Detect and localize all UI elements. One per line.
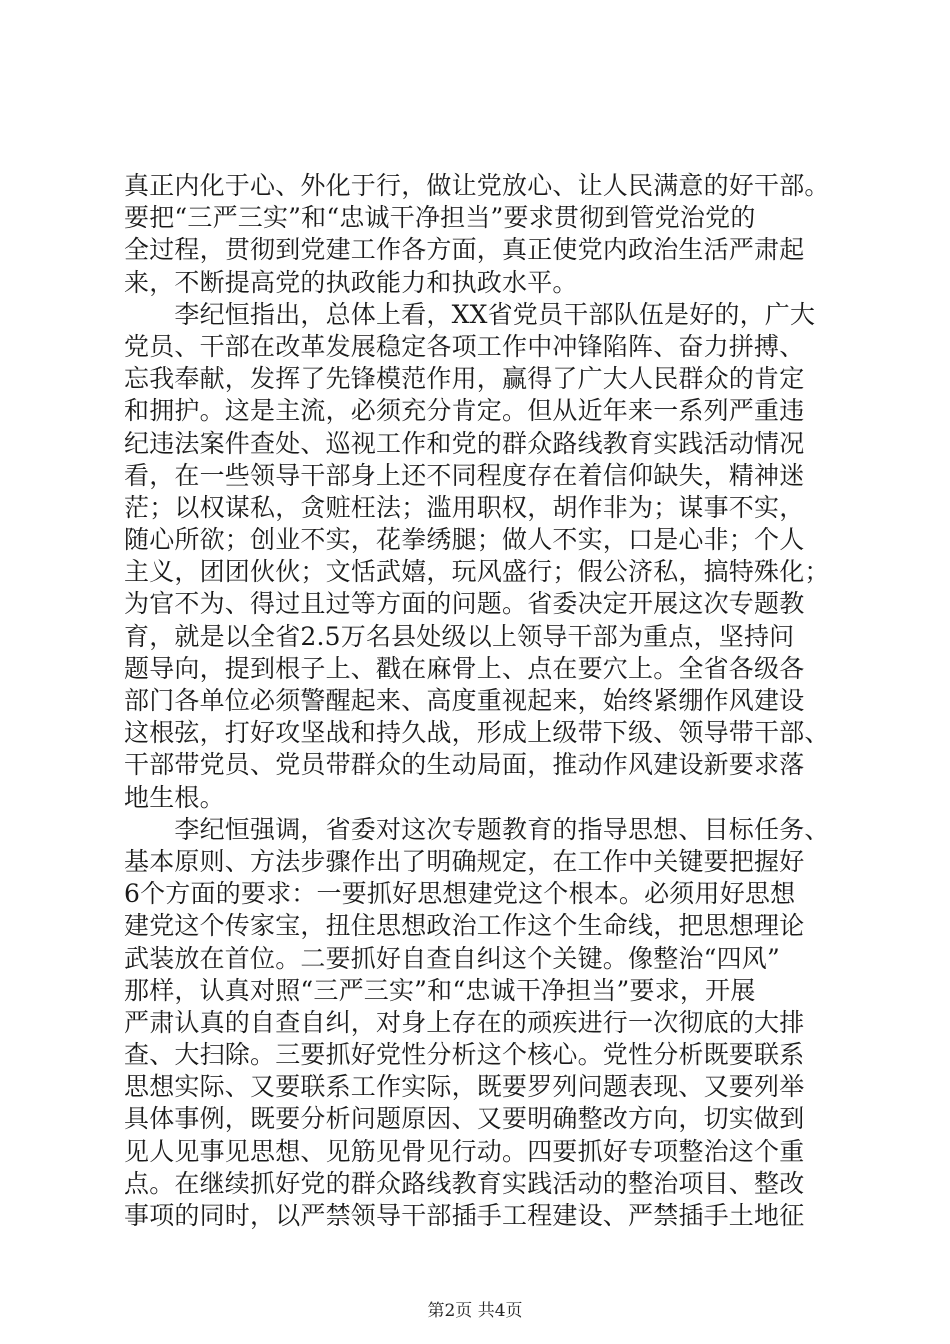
text-line: 为官不为、得过且过等方面的问题。省委决定开展这次专题教 [124, 589, 805, 619]
text-line: 题导向，提到根子上、戳在麻骨上、点在要穴上。全省各级各 [124, 653, 805, 683]
text-line: 干部带党员、党员带群众的生动局面，推动作风建设新要求落 [124, 750, 805, 780]
text-line: 6个方面的要求：一要抓好思想建党这个根本。必须用好思想 [124, 879, 796, 909]
text-line: 和拥护。这是主流，必须充分肯定。但从近年来一系列严重违 [124, 396, 805, 426]
text-line: 看，在一些领导干部身上还不同程度存在着信仰缺失，精神迷 [124, 460, 805, 490]
text-line: 见人见事见思想、见筋见骨见行动。四要抓好专项整治这个重 [124, 1136, 805, 1166]
document-body [124, 170, 844, 1232]
text-line: 这根弦，打好攻坚战和持久战，形成上级带下级、领导带干部、 [124, 718, 830, 748]
text-line: 思想实际、又要联系工作实际，既要罗列问题表现、又要列举 [124, 1072, 805, 1102]
text-line: 李纪恒指出，总体上看，XX省党员干部队伍是好的，广大 [124, 299, 816, 329]
text-line: 李纪恒强调，省委对这次专题教育的指导思想、目标任务、 [124, 814, 830, 844]
text-line: 要把“三严三实”和“忠诚干净担当”要求贯彻到管党治党的 [124, 203, 756, 233]
text-line: 随心所欲；创业不实，花拳绣腿；做人不实，口是心非；个人 [124, 525, 805, 555]
text-line: 严肃认真的自查自纠，对身上存在的顽疾进行一次彻底的大排 [124, 1007, 805, 1037]
text-line: 忘我奉献，发挥了先锋模范作用，赢得了广大人民群众的肯定 [124, 364, 805, 394]
text-line: 那样，认真对照“三严三实”和“忠诚干净担当”要求，开展 [124, 975, 756, 1005]
text-line: 武装放在首位。二要抓好自查自纠这个关键。像整治“四风” [124, 943, 780, 973]
text-line: 纪违法案件查处、巡视工作和党的群众路线教育实践活动情况 [124, 428, 805, 458]
text-line: 部门各单位必须警醒起来、高度重视起来，始终紧绷作风建设 [124, 686, 805, 715]
text-line: 具体事例，既要分析问题原因、又要明确整改方向，切实做到 [124, 1104, 805, 1134]
text-line: 真正内化于心、外化于行，做让党放心、让人民满意的好干部。 [124, 171, 830, 200]
text-line: 点。在继续抓好党的群众路线教育实践活动的整治项目、整改 [124, 1168, 805, 1198]
text-line: 党员、干部在改革发展稳定各项工作中冲锋陷阵、奋力拼搏、 [124, 331, 805, 361]
page-number-footer: 第2页 共4页 [427, 1301, 523, 1321]
text-line: 事项的同时，以严禁领导干部插手工程建设、严禁插手土地征 [124, 1201, 805, 1230]
text-line: 来，不断提高党的执政能力和执政水平。 [124, 267, 578, 297]
text-line: 地生根。 [124, 782, 225, 812]
text-line: 育，就是以全省2.5万名县处级以上领导干部为重点，坚持问 [124, 621, 795, 651]
text-line: 建党这个传家宝，扭住思想政治工作这个生命线，把思想理论 [124, 911, 805, 941]
text-line: 茫；以权谋私，贪赃枉法；滥用职权，胡作非为；谋事不实， [124, 492, 805, 522]
text-line: 全过程，贯彻到党建工作各方面，真正使党内政治生活严肃起 [124, 235, 805, 265]
text-line: 主义，团团伙伙；文恬武嬉，玩风盛行；假公济私，搞特殊化； [124, 557, 830, 587]
text-line: 查、大扫除。三要抓好党性分析这个核心。党性分析既要联系 [124, 1040, 805, 1070]
text-line: 基本原则、方法步骤作出了明确规定，在工作中关键要把握好 [124, 846, 805, 876]
